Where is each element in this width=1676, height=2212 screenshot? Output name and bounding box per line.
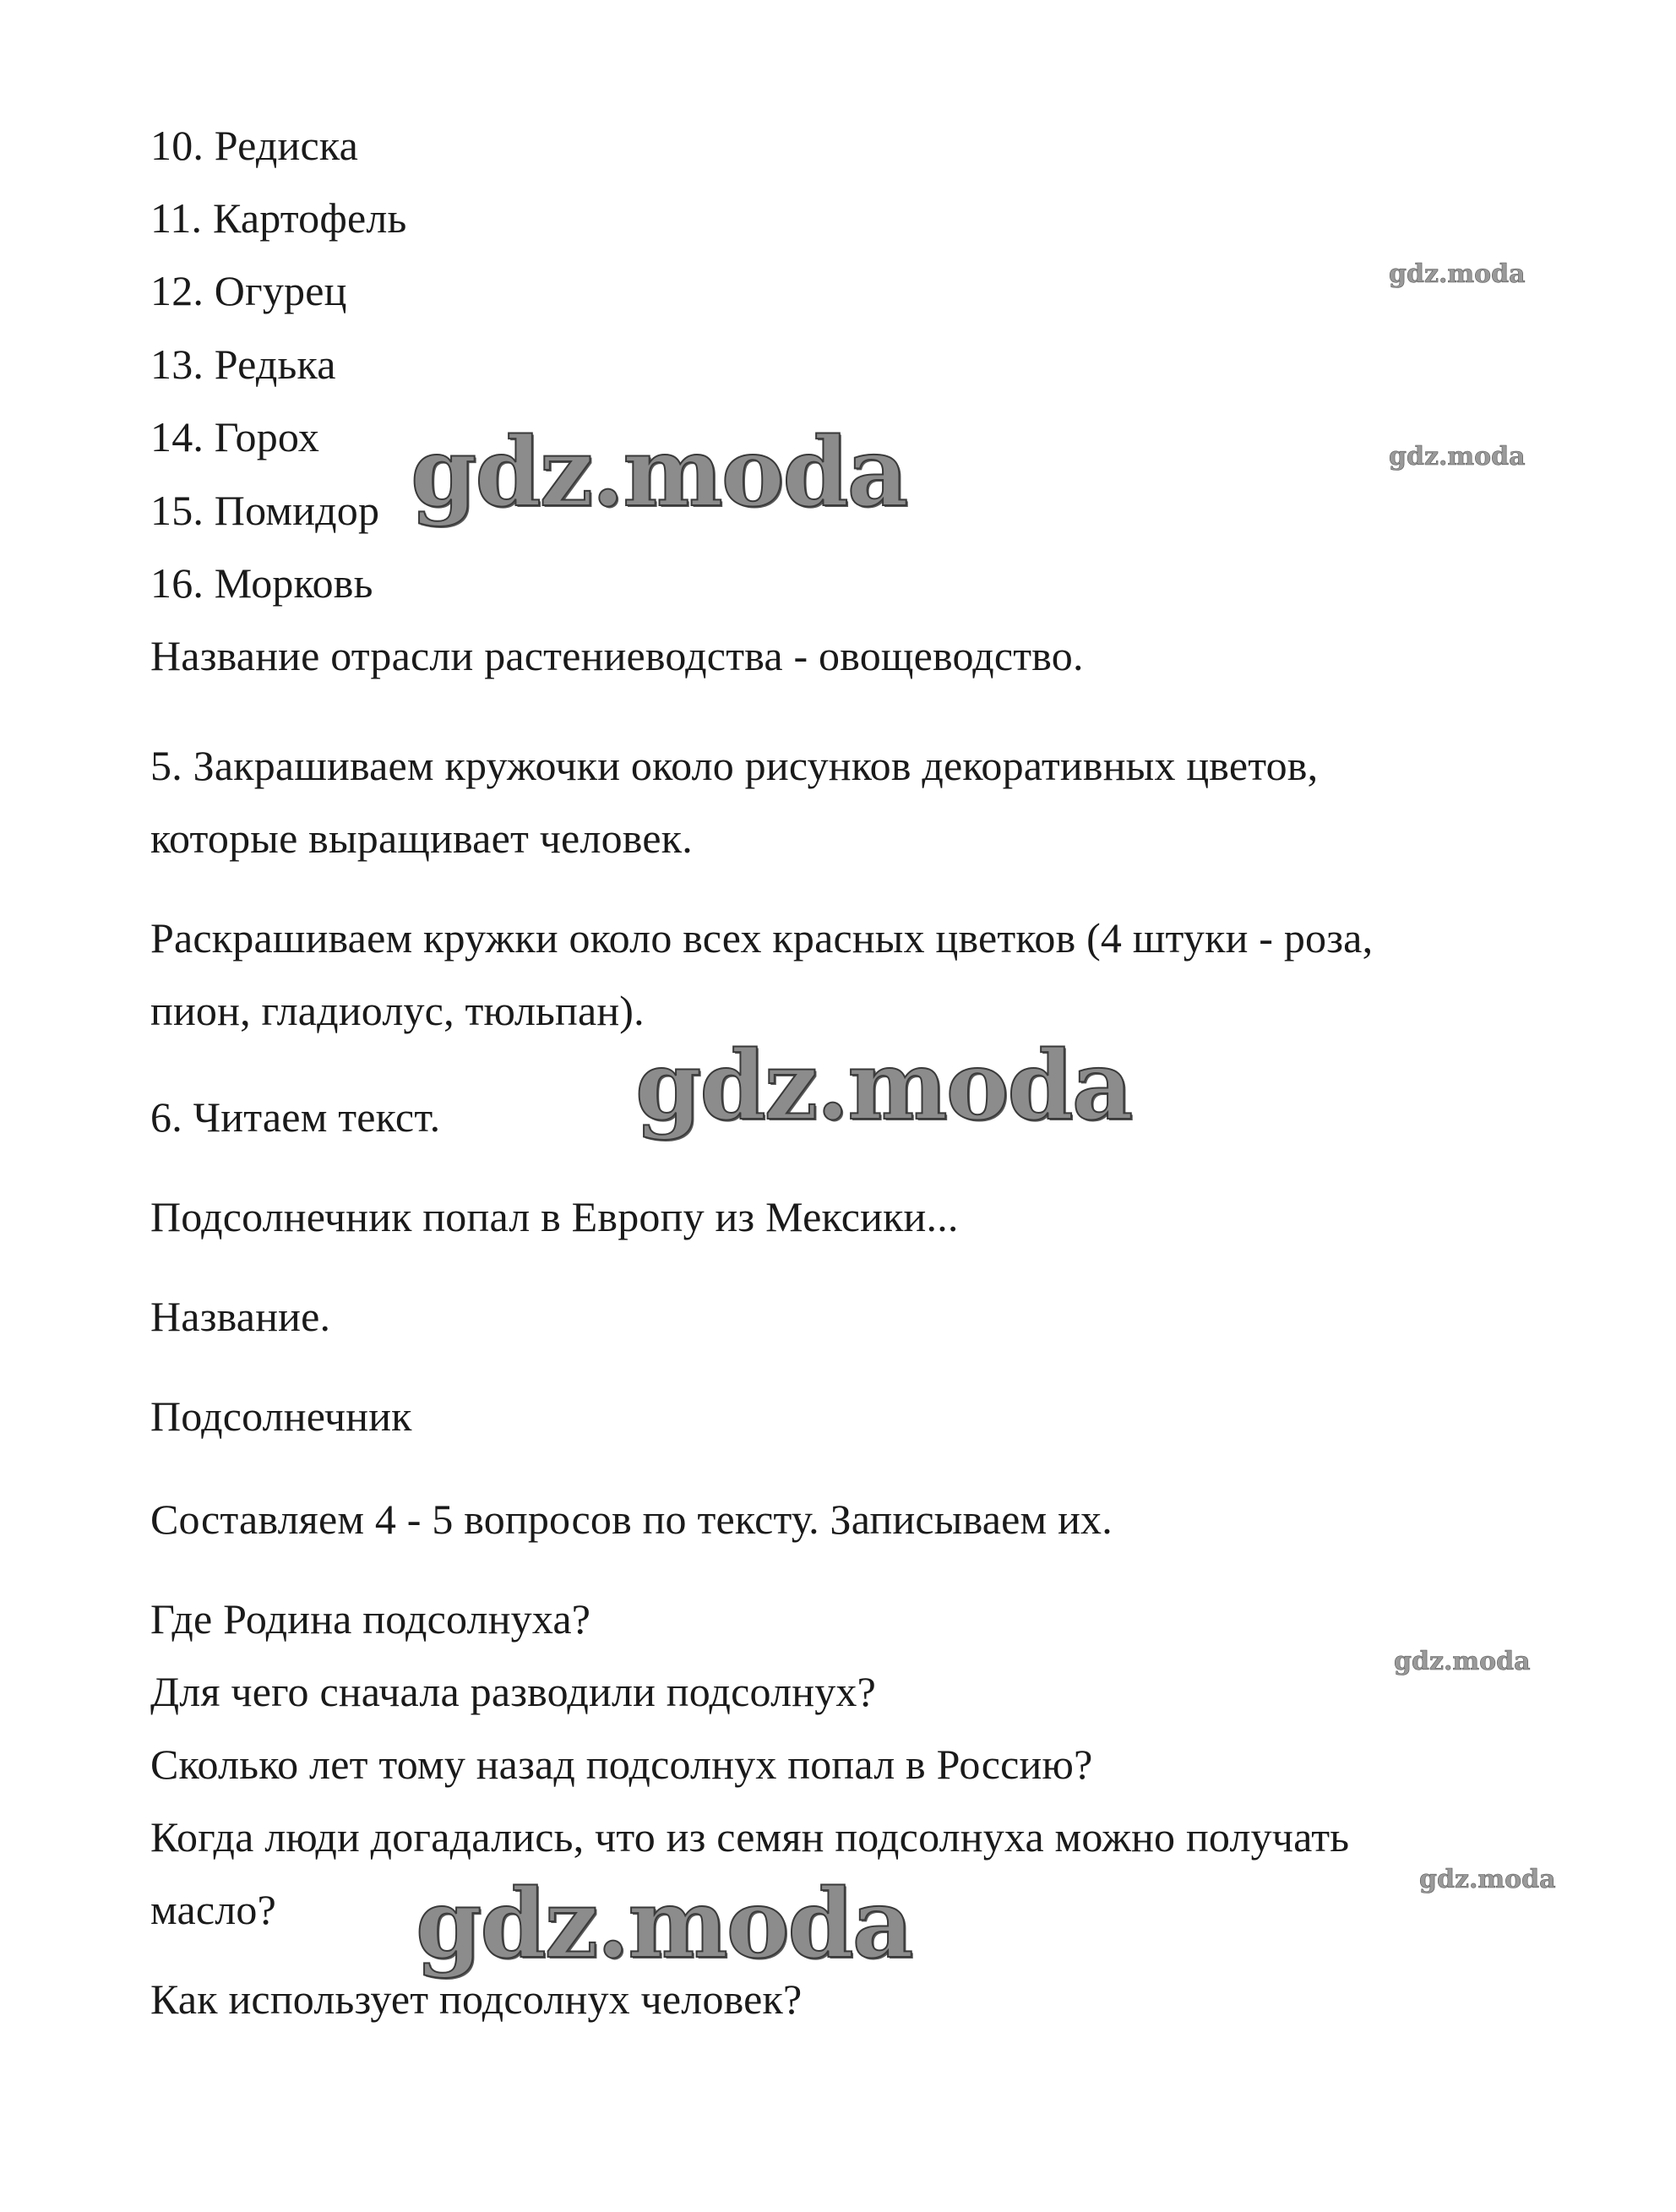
questions-instruction: Составляем 4 - 5 вопросов по тексту. Записываем их. <box>150 1496 1113 1543</box>
coloring-instruction-continuation: пион, гладиолус, тюльпан). <box>150 987 645 1034</box>
watermark-large: gdz.moda <box>416 1869 912 1980</box>
list-item-14: 14. Горох <box>150 413 320 460</box>
question-3: Сколько лет тому назад подсолнух попал в Россию? <box>150 1741 1093 1788</box>
list-item-13: 13. Редька <box>150 341 336 388</box>
industry-name-text: Название отрасли растениеводства - овощеводство. <box>150 632 1084 679</box>
list-item-10: 10. Редиска <box>150 122 358 169</box>
watermark-small: gdz.moda <box>1389 442 1526 471</box>
question-5: Как использует подсолнух человек? <box>150 1975 803 2023</box>
watermark-small: gdz.moda <box>1389 259 1526 289</box>
list-item-12: 12. Огурец <box>150 267 347 314</box>
title-label: Название. <box>150 1293 331 1340</box>
watermark-small: gdz.moda <box>1419 1865 1556 1894</box>
coloring-instruction: Раскрашиваем кружки около всех красных цветков (4 штуки - роза, <box>150 914 1374 962</box>
question-4: Когда люди догадались, что из семян подсолнуха можно получать <box>150 1813 1350 1861</box>
question-4-continuation: масло? <box>150 1886 277 1933</box>
task-6-heading: 6. Читаем текст. <box>150 1093 441 1141</box>
question-1: Где Родина подсолнуха? <box>150 1595 591 1643</box>
title-answer: Подсолнечник <box>150 1392 412 1440</box>
task-5-continuation: которые выращивает человек. <box>150 815 693 862</box>
watermark-large: gdz.moda <box>635 1031 1132 1141</box>
list-item-11: 11. Картофель <box>150 194 407 242</box>
task-5-heading: 5. Закрашиваем кружочки около рисунков декоративных цветов, <box>150 742 1319 789</box>
question-2: Для чего сначала разводили подсолнух? <box>150 1668 876 1715</box>
text-excerpt: Подсолнечник попал в Европу из Мексики... <box>150 1193 959 1240</box>
watermark-large: gdz.moda <box>411 417 907 528</box>
list-item-16: 16. Морковь <box>150 559 373 607</box>
list-item-15: 15. Помидор <box>150 487 380 534</box>
watermark-small: gdz.moda <box>1394 1647 1531 1676</box>
